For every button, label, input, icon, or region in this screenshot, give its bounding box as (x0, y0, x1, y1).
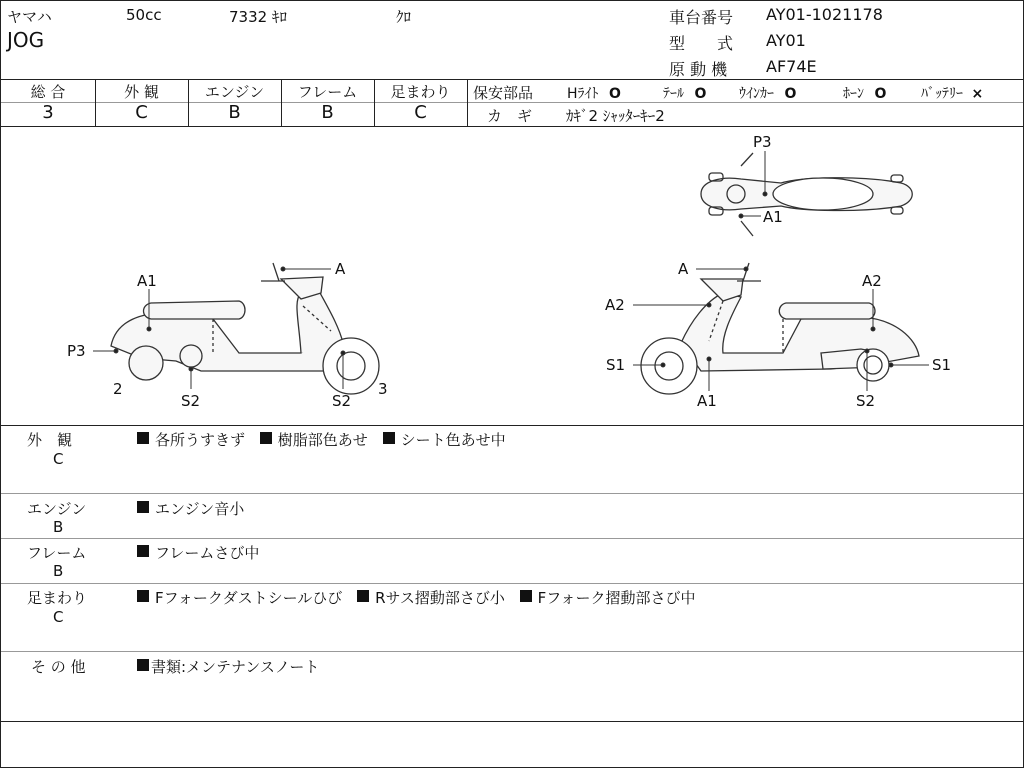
safety-item-name: ﾊﾞｯﾃﾘｰ (921, 86, 963, 102)
safety-item-mark: O (608, 86, 621, 102)
remark-grade: C (53, 450, 64, 468)
safety-item-name: Hﾗｲﾄ (567, 86, 599, 102)
remark-item: フレームさび中 (155, 544, 260, 562)
divider (1, 538, 1023, 539)
damage-label: A1 (697, 392, 717, 410)
key-value: ｶｷﾞ2 ｼｬｯﾀｰｷｰ2 (566, 107, 665, 125)
damage-label: S2 (856, 392, 876, 410)
damage-label: A1 (137, 272, 157, 290)
bullet-square-icon (137, 432, 149, 444)
damage-label: 3 (378, 380, 388, 398)
safety-item-name: ﾃｰﾙ (663, 86, 684, 102)
key-label: カ ギ (487, 107, 533, 125)
bullet-square-icon (520, 590, 532, 602)
damage-label: P3 (67, 342, 86, 360)
remark-items (137, 498, 244, 519)
remark-items (137, 542, 259, 563)
mileage: 7332 ｷﾛ (229, 8, 287, 26)
divider (1, 425, 1023, 426)
bullet-square-icon (137, 545, 149, 557)
remark-item: Fフォーク摺動部さび中 (537, 589, 696, 607)
remark-item: 各所うすきず (155, 431, 246, 449)
grade-header-exterior: 外 観 (124, 83, 159, 101)
damage-label: S2 (332, 392, 352, 410)
top-view-scooter (701, 153, 912, 236)
remark-items (137, 587, 696, 608)
safety-item-name: ｳｲﾝｶｰ (739, 86, 774, 102)
bullet-square-icon (137, 501, 149, 513)
divider (1, 493, 1023, 494)
divider (1, 583, 1023, 584)
displacement: 50cc (126, 6, 162, 24)
bullet-square-icon (260, 432, 272, 444)
bullet-square-icon (383, 432, 395, 444)
safety-item-mark: O (784, 86, 797, 102)
frame-no: AY01-1021178 (766, 5, 883, 24)
damage-label: S1 (932, 356, 952, 374)
bullet-square-icon (357, 590, 369, 602)
grade-total: 3 (42, 102, 54, 123)
divider (1, 721, 1023, 722)
safety-label: 保安部品 (473, 84, 534, 102)
grade-header-total: 総 合 (30, 83, 66, 101)
damage-label: S2 (181, 392, 201, 410)
remark-items (137, 429, 506, 450)
damage-label: A (678, 260, 689, 278)
bullet-square-icon (137, 659, 149, 671)
scooter-damage-diagram (1, 1, 1023, 426)
damage-label: 2 (113, 380, 123, 398)
safety-item-mark: O (874, 86, 887, 102)
remark-category: 外 観 (27, 431, 73, 449)
remark-item: 書類:メンテナンスノート (151, 658, 320, 676)
grade-header-frame: フレーム (297, 83, 358, 101)
remark-item: Rサス摺動部さび小 (375, 589, 505, 607)
damage-label: P3 (753, 133, 772, 151)
remark-category: そ の 他 (31, 658, 86, 676)
remark-grade: C (53, 608, 64, 626)
type-value: AY01 (766, 31, 806, 50)
safety-item-mark: O (694, 86, 707, 102)
grade-suspension: C (414, 102, 427, 123)
remark-item: シート色あせ中 (400, 431, 506, 449)
engine-value: AF74E (766, 57, 817, 76)
damage-label: A1 (763, 208, 783, 226)
grade-header-engine: エンジン (204, 83, 265, 101)
remark-item: Fフォークダストシールひび (155, 589, 343, 607)
remark-category: フレーム (27, 544, 87, 562)
remark-category: 足まわり (27, 589, 88, 607)
divider (1, 651, 1023, 652)
color: ｸﾛ (396, 8, 412, 26)
grade-frame: B (321, 102, 334, 123)
remark-item: 樹脂部色あせ (277, 431, 368, 449)
grade-header-suspension: 足まわり (390, 83, 451, 101)
safety-item-mark: × (971, 86, 984, 102)
damage-label: A (335, 260, 346, 278)
grade-exterior: C (135, 102, 148, 123)
damage-label: A2 (605, 296, 625, 314)
bullet-square-icon (137, 590, 149, 602)
safety-item-name: ﾎｰﾝ (843, 86, 864, 102)
remark-item: エンジン音小 (155, 500, 245, 518)
damage-label: A2 (862, 272, 882, 290)
grade-engine: B (228, 102, 241, 123)
remark-category: エンジン (27, 500, 87, 518)
engine-label: 原 動 機 (669, 60, 728, 79)
remark-grade: B (53, 562, 64, 580)
model-name: JOG (7, 28, 45, 52)
remark-grade: B (53, 518, 64, 536)
frame-no-label: 車台番号 (669, 8, 734, 27)
maker: ヤマハ (7, 8, 52, 26)
remark-items (137, 656, 319, 677)
damage-label: S1 (606, 356, 626, 374)
type-label: 型 式 (669, 34, 734, 53)
